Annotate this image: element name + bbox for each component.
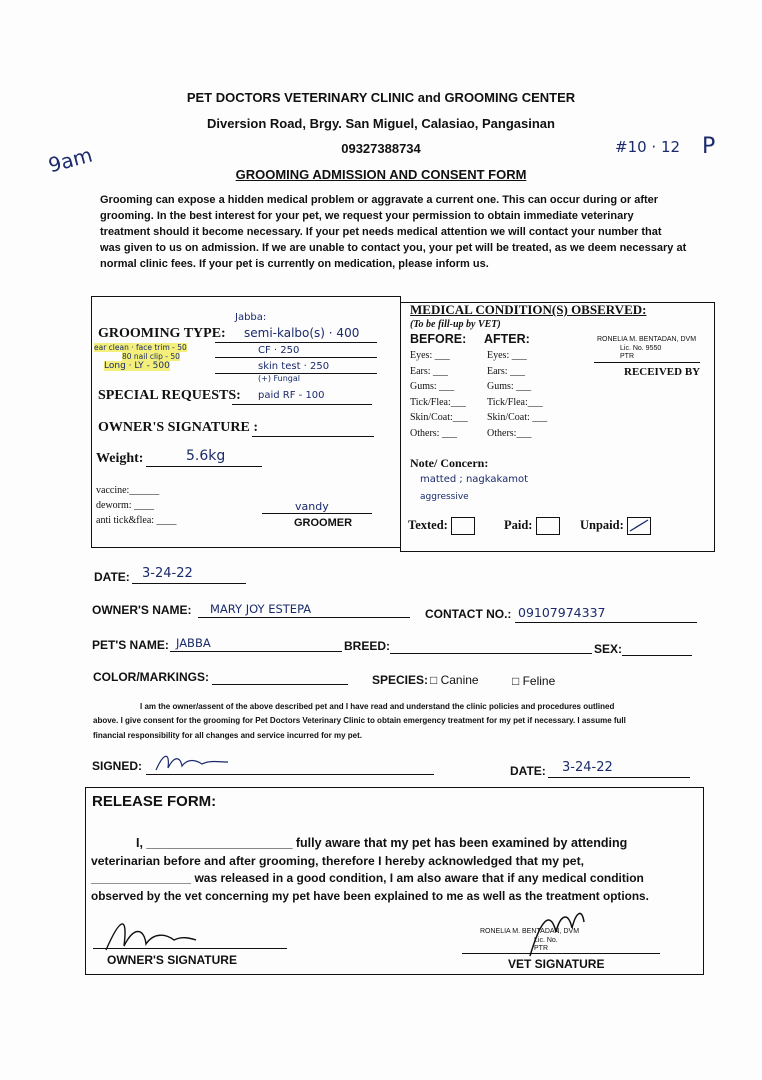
signed-label: SIGNED: (92, 759, 143, 773)
after-checklist (487, 348, 547, 441)
after-row[interactable]: Eyes: ___ (487, 350, 527, 361)
after-label: AFTER: (484, 332, 530, 346)
after-row[interactable]: Skin/Coat: ___ (487, 412, 548, 423)
contact-label: CONTACT NO.: (425, 607, 512, 621)
color-markings-field[interactable] (212, 684, 348, 685)
release-line: I, _____________________ fully aware that my pet has been examined by attending (136, 836, 628, 850)
vet-stamp-lic: Lic. No. 9550 (620, 345, 662, 352)
sex-field[interactable] (622, 655, 692, 656)
color-markings-label: COLOR/MARKINGS: (93, 670, 209, 684)
unpaid-field (580, 517, 651, 535)
before-row[interactable]: Eyes: ___ (410, 350, 450, 361)
pet-note: Jabba: (235, 312, 267, 323)
species-canine-option[interactable]: □ Canine (430, 673, 479, 687)
intro-line: was given to us on admission. If we are unable to contact you, your pet will be treated, as we deem necessary at (100, 242, 687, 254)
owner-signature-label: OWNER'S SIGNATURE : (98, 420, 258, 435)
addon-item: Long · LY - 500 (104, 361, 170, 371)
consent-date-label: DATE: (510, 764, 546, 778)
vet-stamp-ptr: PTR (620, 353, 634, 360)
species-feline-option[interactable]: □ Feline (512, 674, 556, 688)
release-vet-stamp-name: RONELIA M. BENTADAN, DVM (480, 928, 580, 935)
owner-signature-field[interactable] (252, 436, 374, 437)
after-row[interactable]: Tick/Flea:___ (487, 396, 543, 408)
texted-label: Texted: (408, 517, 448, 532)
after-row[interactable]: Others:___ (487, 427, 532, 439)
special-note: (+) Fungal (258, 374, 300, 383)
intro-paragraph (100, 192, 705, 272)
intro-line: treatment should it become necessary. If your pet needs medical attention we will contact your number that (100, 226, 662, 238)
after-row[interactable]: Gums: ___ (487, 381, 532, 392)
addon-item: CF · 250 (258, 345, 300, 356)
before-row[interactable]: Others: ___ (410, 427, 457, 439)
before-row[interactable]: Ears: ___ (410, 365, 449, 377)
texted-checkbox[interactable] (451, 517, 475, 535)
release-vet-stamp-lic: Lic. No. (534, 937, 558, 944)
groomer-label: GROOMER (294, 517, 353, 529)
date-value[interactable]: 3-24-22 (142, 566, 193, 581)
received-by-label: RECEIVED BY (624, 366, 701, 378)
before-label: BEFORE: (410, 332, 467, 346)
texted-field (408, 517, 475, 535)
date-label: DATE: (94, 570, 130, 584)
paid-checkbox[interactable] (536, 517, 560, 535)
owner-name-label: OWNER'S NAME: (92, 603, 192, 617)
release-owner-signature-field[interactable] (93, 948, 287, 949)
addon-item: skin test · 250 (258, 361, 330, 372)
before-row[interactable]: Gums: ___ (410, 381, 455, 392)
weight-label: Weight: (96, 451, 144, 466)
margin-note-mark: P (702, 134, 716, 159)
grooming-type-value[interactable]: semi-kalbo(s) · 400 (244, 326, 360, 340)
consent-line: financial responsibility for all changes and service incurred for my pet. (93, 731, 362, 740)
addon-item: 80 nail clip - 50 (122, 352, 180, 361)
groomer-signature: vandy (295, 500, 329, 513)
contact-value[interactable]: 09107974337 (518, 605, 606, 620)
clinic-phone: 09327388734 (341, 141, 421, 156)
after-row[interactable]: Ears: ___ (487, 365, 526, 377)
breed-label: BREED: (344, 639, 391, 653)
owner-name-value[interactable]: MARY JOY ESTEPA (210, 602, 312, 616)
antitick-label: anti tick&flea: ____ (96, 515, 177, 526)
medical-title: MEDICAL CONDITION(S) OBSERVED: (410, 302, 647, 317)
breed-field[interactable] (390, 653, 592, 654)
margin-note-number: #10 · 12 (615, 138, 681, 156)
clinic-address: Diversion Road, Brgy. San Miguel, Calasiao, Pangasinan (207, 116, 555, 131)
note-concern-value-2: aggressive (420, 492, 469, 502)
special-requests-value[interactable]: paid RF - 100 (258, 390, 325, 401)
release-line: _______________ was released in a good condition, I am also aware that if any medical condition (91, 871, 644, 885)
intro-line: normal clinic fees. If your pet is currently on medication, please inform us. (100, 258, 489, 270)
intro-line: grooming. In the best interest for your pet, we request your permission to obtain immediate veterinary (100, 210, 634, 222)
sex-label: SEX: (594, 642, 623, 656)
unpaid-label: Unpaid: (580, 517, 624, 532)
consent-line: I am the owner/assent of the above described pet and I have read and understand the clinic policies and procedures outlined (140, 702, 615, 711)
deworm-label: deworm: ____ (96, 500, 155, 511)
owner-signature-scribble (152, 748, 232, 776)
note-concern-label: Note/ Concern: (410, 456, 489, 470)
check-mark-icon (628, 518, 650, 534)
paid-label: Paid: (504, 517, 533, 532)
release-line: veterinarian before and after grooming, therefore I hereby acknowledged that my pet, (91, 854, 585, 868)
release-owner-signature-scribble (100, 910, 200, 956)
before-checklist (410, 348, 468, 441)
form-title: GROOMING ADMISSION AND CONSENT FORM (235, 167, 527, 182)
consent-line: above. I give consent for the grooming for Pet Doctors Veterinary Clinic to obtain emergency treatment for my pet if necessary. I assume full (93, 716, 626, 725)
medical-subtitle: (To be fill-up by VET) (410, 319, 501, 330)
paid-field (504, 517, 560, 535)
clinic-name: PET DOCTORS VETERINARY CLINIC and GROOMING CENTER (186, 90, 576, 105)
before-row[interactable]: Skin/Coat:___ (410, 412, 468, 423)
note-concern-value[interactable]: matted ; nagkakamot (420, 474, 529, 485)
margin-note-time: 9am (45, 142, 95, 178)
release-title: RELEASE FORM: (92, 793, 217, 810)
species-label: SPECIES: (372, 673, 429, 687)
release-owner-signature-label: OWNER'S SIGNATURE (107, 953, 237, 967)
release-line: observed by the vet concerning my pet have been explained to me as well as the treatment options. (91, 889, 649, 903)
pet-name-label: PET'S NAME: (92, 638, 169, 652)
before-row[interactable]: Tick/Flea:___ (410, 396, 466, 408)
intro-line: Grooming can expose a hidden medical problem or aggravate a current one. This can occur during or after (100, 194, 659, 206)
release-vet-signature-label: VET SIGNATURE (508, 957, 605, 971)
pet-name-value[interactable]: JABBA (176, 636, 211, 650)
release-vet-signature-field[interactable] (462, 953, 660, 954)
addon-item: ear clean · face trim - 50 (94, 343, 187, 352)
grooming-type-label: GROOMING TYPE: (98, 326, 226, 341)
vaccine-label: vaccine:______ (96, 485, 160, 496)
weight-value[interactable]: 5.6kg (186, 448, 226, 464)
release-vet-stamp-ptr: PTR (534, 945, 548, 952)
vet-stamp-name: RONELIA M. BENTADAN, DVM (597, 336, 697, 343)
unpaid-checkbox[interactable] (627, 517, 651, 535)
special-requests-label: SPECIAL REQUESTS: (98, 388, 241, 403)
consent-date-value[interactable]: 3-24-22 (562, 760, 613, 775)
